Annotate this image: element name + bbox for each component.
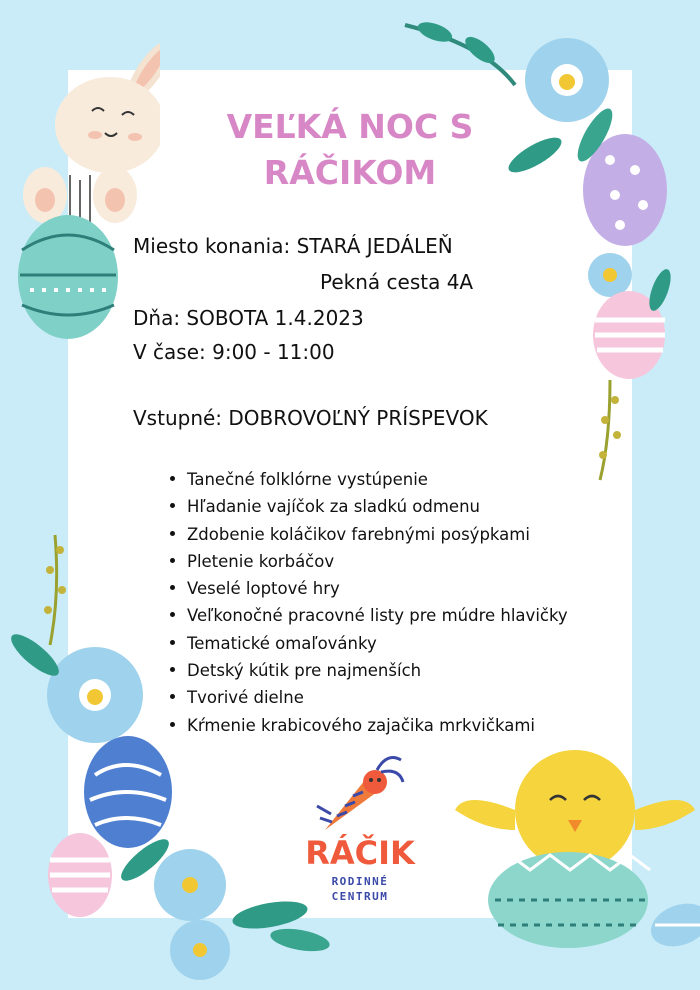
list-item: Detský kútik pre najmenších [170,657,568,684]
title-line-2: RÁČIKOM [263,153,437,192]
bullet-icon [170,612,175,617]
bullet-icon [170,503,175,508]
bullet-icon [170,694,175,699]
venue-text: Miesto konania: STARÁ JEDÁLEŇ [133,234,453,258]
logo-name: RÁČIK [305,834,415,872]
bullet-icon [170,476,175,481]
bullet-icon [170,585,175,590]
date-text: Dňa: SOBOTA 1.4.2023 [133,306,364,330]
bullet-icon [170,640,175,645]
list-item: Veselé loptové hry [170,575,568,602]
bullet-icon [170,722,175,727]
list-item: Tvorivé dielne [170,684,568,711]
crayfish-carrot-icon [315,750,410,835]
bullet-icon [170,531,175,536]
racik-logo [290,750,430,910]
bullet-icon [170,558,175,563]
entry-fee-text: Vstupné: DOBROVOĽNÝ PRÍSPEVOK [133,406,488,430]
bullet-icon [170,667,175,672]
list-item: Veľkonočné pracovné listy pre múdre hlavičky [170,602,568,629]
activities-list [170,466,568,739]
list-item: Hľadanie vajíčok za sladkú odmenu [170,493,568,520]
time-text: V čase: 9:00 - 11:00 [133,340,335,364]
address-text: Pekná cesta 4A [320,270,474,294]
list-item: Zdobenie koláčikov farebnými posýpkami [170,521,568,548]
list-item: Pletenie korbáčov [170,548,568,575]
title-line-1: VEĽKÁ NOC S [226,107,474,146]
bunny-egg-illustration [10,15,160,345]
list-item: Tanečné folklórne vystúpenie [170,466,568,493]
logo-subtitle-1: RODINNÉ [331,875,389,888]
logo-subtitle-2: CENTRUM [331,890,389,903]
small-egg-corner [640,895,700,955]
list-item: Tematické omaľovánky [170,630,568,657]
poster-title [150,104,550,196]
list-item: Kŕmenie krabicového zajačika mrkvičkami [170,712,568,739]
